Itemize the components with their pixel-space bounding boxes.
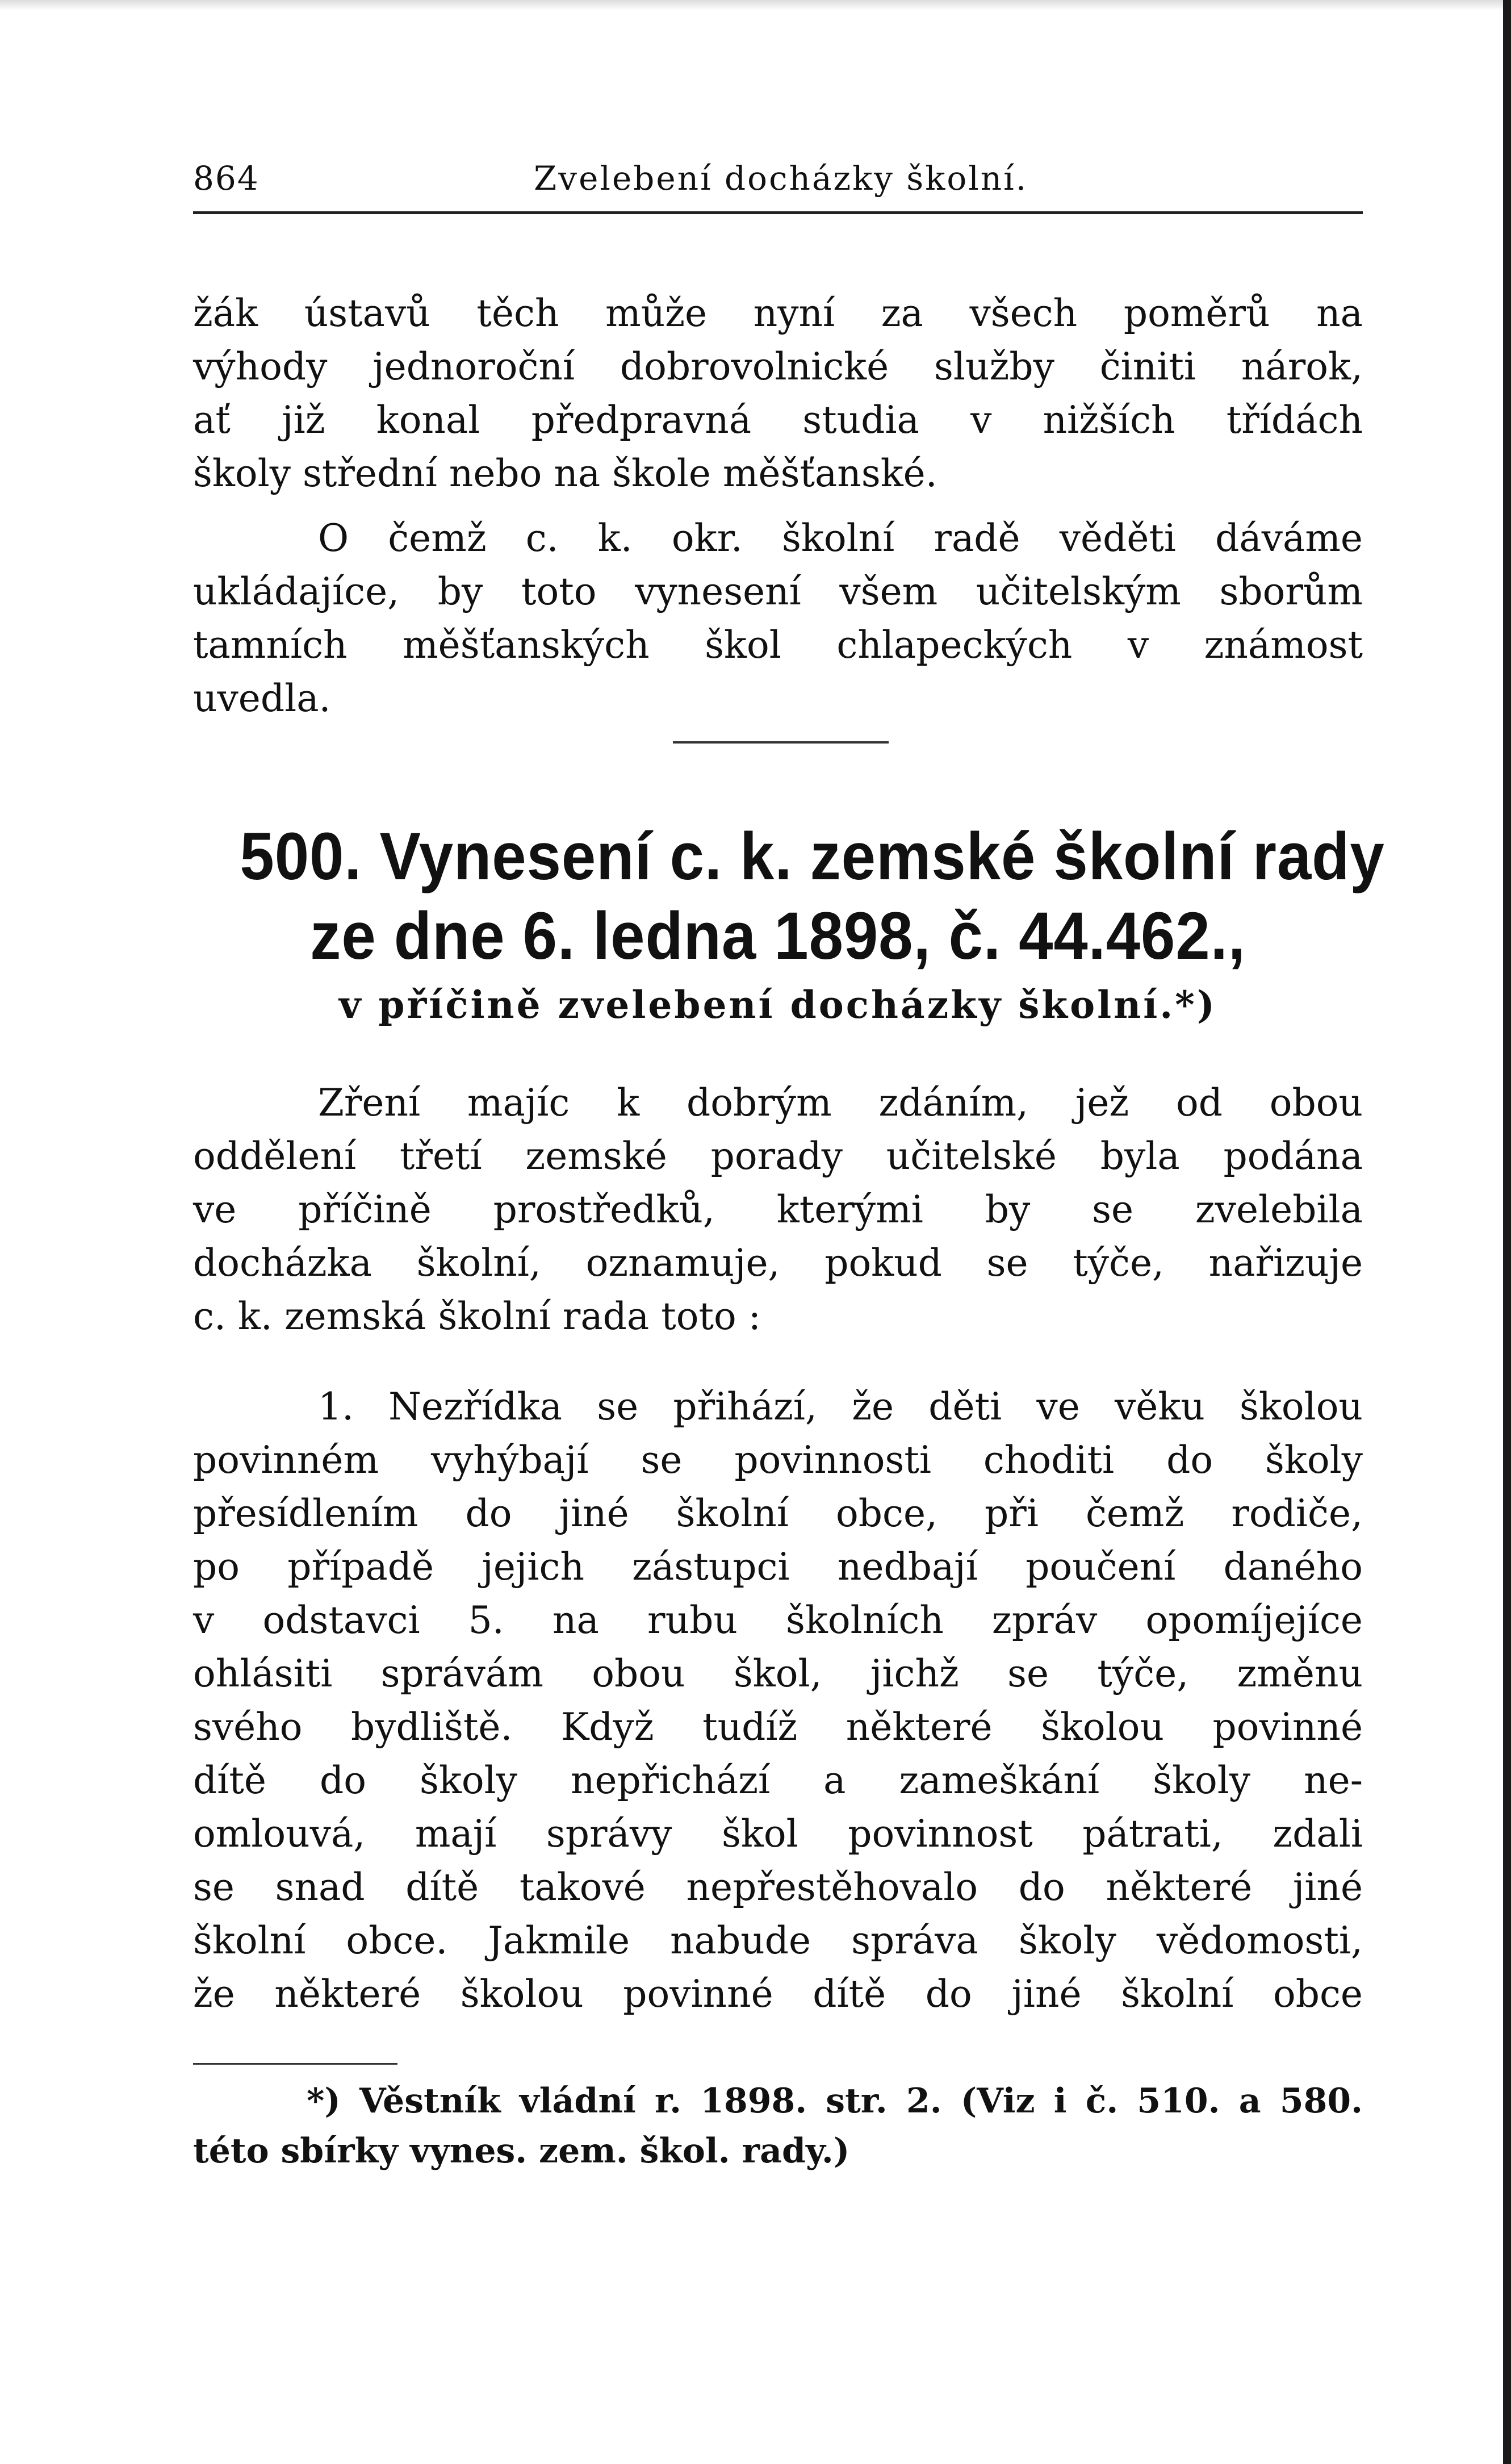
section-heading-line2: ze dne 6. ledna 1898, č. 44.462., — [310, 899, 1246, 974]
footnote — [193, 2076, 1363, 2176]
text-line: ve příčině prostředků, kterými by se zvelebila — [193, 1188, 1363, 1231]
text-line: c. k. zemská školní rada toto : — [193, 1294, 761, 1338]
page-number: 864 — [193, 159, 259, 198]
text-line: docházka školní, oznamuje, pokud se týče, nařizuje — [193, 1241, 1363, 1285]
text-line: po případě jejich zástupci nedbají poučení daného — [193, 1545, 1363, 1589]
text-line: uvedla. — [193, 676, 331, 720]
footnote-line: této sbírky vynes. zem. škol. rady.) — [193, 2131, 850, 2171]
text-line: ať již konal předpravná studia v nižších třídách — [193, 398, 1363, 442]
section-separator — [673, 741, 889, 744]
text-line: že některé školou povinné dítě do jiné školní obce — [193, 1972, 1363, 2016]
body-paragraph — [193, 1076, 1363, 1343]
text-line: O čemž c. k. okr. školní radě věděti dáváme — [318, 516, 1363, 560]
page-header — [193, 153, 1363, 210]
text-line: se snad dítě takové nepřestěhovalo do některé jiné — [193, 1865, 1363, 1909]
header-rule — [193, 211, 1363, 214]
scan-right-edge — [1503, 0, 1511, 2464]
text-line: výhody jednoroční dobrovolnické služby činiti nárok, — [193, 345, 1363, 389]
text-line: oddělení třetí zemské porady učitelské byla podána — [193, 1134, 1363, 1178]
text-line: Zření majíc k dobrým zdáním, jež od obou — [318, 1081, 1363, 1125]
text-line: ohlásiti správám obou škol, jichž se týče, změnu — [193, 1652, 1363, 1695]
text-line: přesídlením do jiné školní obce, při čemž rodiče, — [193, 1492, 1363, 1535]
text-line: omlouvá, mají správy škol povinnost pátrati, zdali — [193, 1812, 1363, 1856]
text-line: ukládajíce, by toto vynesení všem učitelským sborům — [193, 570, 1363, 613]
text-line: školy střední nebo na škole měšťanské. — [193, 452, 937, 495]
text-line: školní obce. Jakmile nabude správa školy vědomosti, — [193, 1919, 1363, 1962]
section-subheading: v příčině zvelebení docházky školní.*) — [339, 983, 1217, 1027]
section-heading-line1: 500. Vynesení c. k. zemské školní rady — [240, 819, 1385, 894]
text-line: povinném vyhýbají se povinnosti choditi do školy — [193, 1438, 1363, 1482]
text-line: v odstavci 5. na rubu školních zpráv opomíjejíce — [193, 1598, 1363, 1642]
intro-paragraph — [193, 287, 1363, 500]
text-line: dítě do školy nepřichází a zameškání školy ne- — [193, 1759, 1363, 1802]
closing-paragraph — [193, 512, 1363, 725]
footnote-line: *) Věstník vládní r. 1898. str. 2. (Viz i č. 510. a 580. — [307, 2081, 1363, 2121]
point-one-paragraph — [193, 1380, 1363, 2021]
text-line: žák ústavů těch může nyní za všech poměrů na — [193, 291, 1363, 335]
footnote-separator — [193, 2063, 397, 2065]
running-title: Zvelebení docházky školní. — [534, 159, 1028, 198]
book-page — [193, 0, 1385, 2464]
text-line: 1. Nezřídka se přihází, že děti ve věku školou — [318, 1385, 1363, 1429]
text-line: tamních měšťanských škol chlapeckých v známost — [193, 623, 1363, 667]
text-line: svého bydliště. Když tudíž některé školou povinné — [193, 1705, 1363, 1749]
